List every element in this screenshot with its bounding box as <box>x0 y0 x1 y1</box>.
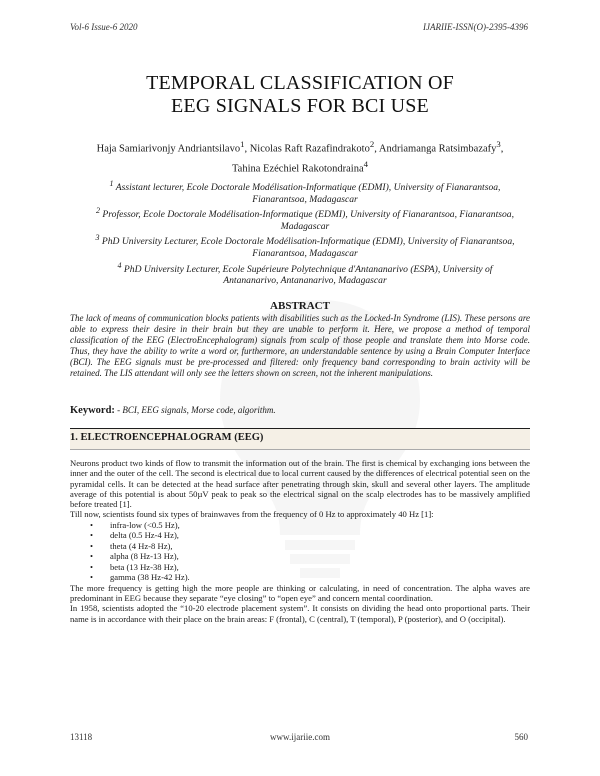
affiliation <box>90 260 520 287</box>
abstract-heading: ABSTRACT <box>270 300 330 312</box>
affiliations <box>90 178 520 287</box>
affiliation-sup: 4 <box>117 260 122 270</box>
footer-site-link[interactable]: www.ijariie.com <box>270 732 330 742</box>
author-name: Nicolas Raft Razafindrakoto <box>249 143 370 155</box>
affiliation-text: Professor, Ecole Doctorale Modélisation-Informatique (EDMI), University of Fianarantsoa, Fianarantsoa, Madagascar <box>102 209 514 232</box>
affiliation-text: PhD University Lecturer, Ecole Supérieure Polytechnique d'Antananarivo (ESPA), University of Antananarivo, Antananarivo, Madagascar <box>123 263 493 287</box>
author-sup: 3 <box>496 139 501 149</box>
affiliation-sup: 1 <box>109 179 114 188</box>
list-item: • gamma (38 Hz-42 Hz). <box>100 572 530 583</box>
paragraph: Till now, scientists found six types of brainwaves from the frequency of 0 Hz to approximately 40 Hz [1]: <box>70 509 434 520</box>
keyword-label: Keyword: <box>70 405 115 416</box>
title-line-2: EEG SIGNALS FOR BCI USE <box>171 95 429 117</box>
paper-title <box>0 72 600 118</box>
list-item: • infra-low (<0.5 Hz), <box>100 520 530 531</box>
paragraph: Neurons product two kinds of flow to transmit the information out of the brain. The first is chemical by exchanging ions between the inner and the outer of the cell. The second is electrical due to local current caused by the differences of electrical potential seen on the pyramidal cells. It can be detected at the head surface after penetrating through skin, skull and several other layers. The amplitude average of this potential is about 50µV peak to peak so the electrical signal on the scalp electrodes has to be massively amplified before treated [1]. <box>70 458 530 510</box>
author-list <box>70 137 530 176</box>
keywords <box>70 405 530 416</box>
page-number: 560 <box>514 732 528 742</box>
affiliation-text: Assistant lecturer, Ecole Doctorale Modélisation-Informatique (EDMI), University of Fianarantsoa, Fianarantsoa, Madagascar <box>115 182 501 205</box>
paper-id: 13118 <box>70 732 93 742</box>
author-sup: 1 <box>240 139 245 149</box>
affiliation-sup: 2 <box>96 206 100 216</box>
affiliation-sup: 3 <box>95 233 100 243</box>
list-item: • theta (4 Hz-8 Hz), <box>100 541 530 552</box>
title-line-1: TEMPORAL CLASSIFICATION OF <box>146 72 454 94</box>
affiliation <box>90 232 520 259</box>
list-item: • alpha (8 Hz-13 Hz), <box>100 551 530 562</box>
journal-issn: IJARIIE-ISSN(O)-2395-4396 <box>423 22 528 32</box>
affiliation <box>90 205 520 232</box>
paragraph: In 1958, scientists adopted the “10-20 electrode placement system”. It consists on dividing the head onto proportional parts. Their name is in accordance with their place on the brain areas: F (frontal), C (central), T (temporal), P (posterior), and O (occipital). <box>70 603 530 624</box>
author-name: Haja Samiarivonjy Andriantsilavo <box>96 143 241 155</box>
keyword-value: - BCI, EEG signals, Morse code, algorithm. <box>114 405 276 415</box>
section-body <box>70 458 530 624</box>
journal-volume: Vol-6 Issue-6 2020 <box>70 22 138 32</box>
list-item: • delta (0.5 Hz-4 Hz), <box>100 530 530 541</box>
paragraph: The more frequency is getting high the more people are thinking or calculating, in need of concentration. The alpha waves are predominant in EEG because they separate “eye closing” to “open eye” and concern mental coordination. <box>70 582 530 604</box>
author-sup: 2 <box>369 139 375 149</box>
author-sep: , <box>244 143 250 155</box>
abstract-text: The lack of means of communication blocks patients with disabilities such as the Locked-In Syndrome (LIS). These persons are able to express their desire in their brain but they are unable to perform it. Here, we propose a method of temporal classification of the EEG (ElectroEncephalogram) signals from scalp of those people and translate them into Morse code. Thus, they have the ability to write a word or, furthermore, an understandable sentence by using a Brain Computer Interface (BCI). The EEG signals must be pre-processed and filtered: only frequency band corresponding to brain activity will be retained. The LIS attendant will only see the letters shown on screen, not the inherent manipulations. <box>70 313 530 378</box>
affiliation-text: PhD University Lecturer, Ecole Doctorale Modélisation-Informatique (EDMI), University of Fianarantsoa, Fianarantsoa, Madagascar <box>101 236 515 260</box>
author-sep: , <box>500 143 504 155</box>
brainwave-list <box>70 520 530 583</box>
list-item: • beta (13 Hz-38 Hz), <box>100 562 530 573</box>
author-name: Andriamanga Ratsimbazafy <box>378 143 497 155</box>
author-sep: , <box>374 143 379 155</box>
affiliation <box>90 178 520 205</box>
author-sup: 4 <box>363 158 368 169</box>
section-heading-bar <box>70 428 530 450</box>
author-name: Tahina Ezéchiel Rakotondraina <box>232 163 364 174</box>
section-title: 1. ELECTROENCEPHALOGRAM (EEG) <box>70 432 264 443</box>
